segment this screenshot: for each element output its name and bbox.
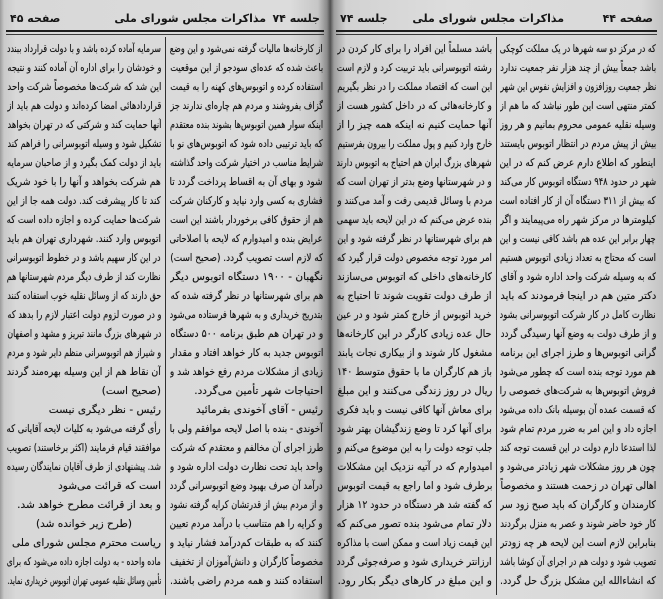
text-line-content: نظارت کامل در کار شرکت اتوبوسرانی بشود <box>500 309 656 321</box>
text-line <box>337 382 492 401</box>
text-line-content: شهرهای بزرگ ایران هم احتیاج به اتوبوس دارند <box>337 157 492 169</box>
text-line <box>500 306 656 325</box>
text-line <box>7 211 161 230</box>
text-line-content: رئیس - آقای آخوندی بفرمائید <box>196 404 323 416</box>
text-line <box>500 135 656 154</box>
text-line <box>7 97 161 116</box>
text-line <box>7 173 161 192</box>
text-line-content: هم برای شهرستانها در نظر گرفته شود و این <box>337 233 492 245</box>
text-line <box>500 249 656 268</box>
text-line-content: و از مردم بیش از قدرتشان کرایه گرفته نشود <box>170 499 323 511</box>
text-line-content: گزاف بفروشند و مردم هم چاره‌ای ندارند جز <box>170 100 323 112</box>
text-line-content: لذا استدعا دارم دولت در این قسمت توجه کند <box>500 442 656 454</box>
session-number: جلسه ۷۴ <box>340 12 388 25</box>
text-line <box>7 572 161 591</box>
text-line <box>170 382 323 401</box>
text-line <box>170 344 323 363</box>
text-line-content: که انشاءالله این مشکل بزرگ حل گردد. <box>500 575 656 587</box>
text-line <box>170 135 323 154</box>
text-line <box>500 553 656 572</box>
text-line <box>170 534 323 553</box>
text-column <box>337 40 492 595</box>
text-line-content: باشد جمعاً بیش از چند هزار نفر جمعیت ندارد <box>500 62 656 74</box>
text-line <box>170 249 323 268</box>
text-line-content: درآمد آن صرف بهبود وضع اتوبوسرانی گردد <box>170 480 323 492</box>
text-line-content: کنند که به طبقات کم‌درآمد فشار نیاید و <box>170 537 323 549</box>
text-line <box>170 192 323 211</box>
text-line <box>337 192 492 211</box>
text-line <box>337 344 492 363</box>
text-line-content: بتدریج خریداری و به شهرها فرستاده می‌شود <box>170 309 323 321</box>
text-line-content: و در صورت لزوم دولت اعتبار لازم را بدهد که <box>7 309 161 321</box>
text-line-content: و در تهران هم طبق برنامه ۵۰۰ دستگاه <box>170 328 323 340</box>
text-line <box>500 154 656 173</box>
text-line <box>170 363 323 382</box>
text-line <box>500 173 656 192</box>
text-line-content: رشته اتوبوسرانی باید تربیت کرد و لازم است <box>337 62 492 74</box>
text-line-content: برای آنها کرد تا وضع زندگیشان بهتر شود <box>337 423 492 435</box>
text-line <box>500 59 656 78</box>
column-divider <box>496 37 497 595</box>
text-line <box>7 553 161 572</box>
text-line-content: که لازم است تصویب گردد. (صحیح است) <box>170 252 323 264</box>
text-line <box>170 40 323 59</box>
text-line-content: که گفته شد هر دستگاه در حدود ۱۲ هزار <box>337 499 492 511</box>
text-line <box>7 344 161 363</box>
text-line-content: تأمین وسائل نقلیه عمومی تهران اتوبوس خریداری نماید. <box>7 575 161 587</box>
text-line-content: باشد مسلماً این افراد را برای کار کردن در <box>337 43 492 55</box>
text-line-content: و در شهرستانها وضع بدتر از تهران است که <box>337 176 492 188</box>
text-line-content: شرکت‌ها حمایت کرده و اجازه داده است که <box>7 214 161 226</box>
text-line-content: که در مرکز دو سه شهرها در یک مملکت کوچکی <box>500 43 656 55</box>
text-line-content: کارمندان و کارگران که باید صبح زود سر <box>500 499 656 511</box>
text-line <box>500 534 656 553</box>
text-line <box>337 572 492 591</box>
text-line-content: طرز اجرای آن مخالفم و معتقدم که شرکت <box>170 442 323 454</box>
text-line-content: کار خود حاضر شوند و عصر به منزل برگردند <box>500 518 656 530</box>
text-line <box>337 325 492 344</box>
text-line-content: است که محتاج به تعداد زیادی اتوبوس هستیم <box>500 252 656 264</box>
text-column <box>7 40 161 595</box>
text-line-content: هم از حقوق کافی برخوردار باشند این است <box>170 214 323 226</box>
text-line <box>337 230 492 249</box>
text-line-content: این شد که شرکت‌ها مخصوصاً شرکت واحد <box>7 81 161 93</box>
text-line <box>7 154 161 173</box>
text-line <box>337 439 492 458</box>
text-line <box>337 97 492 116</box>
text-line-content: عرایض بنده و امیدوارم که لایحه با اصلاحاتی <box>170 233 323 245</box>
text-line <box>7 382 161 401</box>
text-line <box>170 496 323 515</box>
text-line <box>170 116 323 135</box>
text-line <box>170 477 323 496</box>
text-line-content: و بعد از قرائت مطرح خواهد شد. <box>17 499 161 511</box>
text-line-content: (طرح زیر خوانده شد) <box>36 518 132 530</box>
text-line-content: آن نقاط هم از این وسیله بهره‌مند گردند <box>7 366 161 378</box>
text-line-content: امر مورد توجه مخصوص دولت قرار گیرد که <box>337 252 492 264</box>
text-line <box>170 420 323 439</box>
text-line-content: نگهبان - ۱۹۰۰ دستگاه اتوبوس دیگر <box>170 271 323 283</box>
text-line <box>500 40 656 59</box>
text-line-content: برای معاش آنها کافی نیست و باید فکری <box>337 404 492 416</box>
text-line <box>170 572 323 591</box>
text-line <box>170 268 323 287</box>
text-line <box>500 211 656 230</box>
text-line <box>7 496 161 515</box>
text-line-content: ارزانتر خریداری شود و صرفه‌جوئی گردد <box>337 556 492 568</box>
text-line-content: تصویب شود و دولت هم در اجرای آن کوشا باشد <box>500 556 656 568</box>
text-line <box>170 287 323 306</box>
page-header <box>6 8 324 32</box>
text-line <box>337 477 492 496</box>
text-line-content: قراردادهائی امضا کرده‌اند و دولت هم باید از <box>7 100 161 112</box>
text-line-content: شد. پیشنهادی از طرف آقایان نمایندگان رسیده <box>7 461 161 473</box>
column-divider <box>165 37 166 595</box>
text-line-content: از کارخانه‌ها مالیات گرفته نمی‌شود و این وضع <box>170 43 323 55</box>
text-line <box>7 116 161 135</box>
text-line <box>7 40 161 59</box>
text-line <box>170 306 323 325</box>
text-line <box>7 135 161 154</box>
text-line <box>337 135 492 154</box>
text-line-content: باید از دولت کمک بگیرد و از صاحبان سرمایه <box>7 157 161 169</box>
text-line-content: آنها حمایت کنیم نه اینکه همه چیز را از <box>337 119 492 131</box>
text-line <box>7 458 161 477</box>
text-line <box>337 287 492 306</box>
text-line-content: وسیله نقلیه عمومی محروم بمانیم و هر روز <box>500 119 656 131</box>
text-line <box>7 515 161 534</box>
text-line-content: و خودشان را برای اداره آن آماده کنند و نتیجه <box>7 62 161 74</box>
text-line <box>500 268 656 287</box>
text-line <box>500 192 656 211</box>
text-line <box>337 420 492 439</box>
text-line-content: رأی گرفته می‌شود به کلیات لایحه آقایانی که <box>7 423 161 435</box>
text-line <box>337 59 492 78</box>
text-line-content: اینطور که اطلاع دارم عرض کنم که در این <box>500 157 656 169</box>
running-title: مذاکرات مجلس شورای ملی <box>412 12 564 25</box>
text-line-content: مشغول کار شوند و از بیکاری نجات یابند <box>337 347 492 359</box>
text-line <box>170 59 323 78</box>
text-column <box>500 40 656 595</box>
text-line <box>500 78 656 97</box>
text-line <box>170 230 323 249</box>
text-line-content: امیدوارم که در آتیه نزدیک این مشکلات <box>337 461 492 473</box>
text-line-content: کمتر منتهی است این طور نباشد که ما هم از <box>500 100 656 112</box>
text-line <box>7 306 161 325</box>
text-line <box>7 78 161 97</box>
text-line-content: و این مبلغ در کارهای دیگر بکار رود. <box>337 575 492 587</box>
text-line <box>337 154 492 173</box>
text-line-content: شود و بهای آن به اقساط پرداخت گردد تا <box>170 176 323 188</box>
text-line <box>7 230 161 249</box>
text-line <box>337 211 492 230</box>
text-line-content: هم مورد توجه بنده است که چطور می‌شود <box>500 366 656 378</box>
text-line-content: حال عده زیادی کارگر در این کارخانه‌ها <box>337 328 492 340</box>
text-line <box>500 401 656 420</box>
text-line <box>500 116 656 135</box>
text-line-content: که قسمت عمده آن بوسیله بانک داده می‌شود <box>500 404 656 416</box>
text-line <box>500 230 656 249</box>
text-line <box>337 363 492 382</box>
text-line <box>337 116 492 135</box>
text-line-content: برطرف شود و اما راجع به قیمت اتوبوس <box>337 480 492 492</box>
text-line <box>500 439 656 458</box>
text-line <box>170 515 323 534</box>
text-line <box>337 515 492 534</box>
text-line-content: ریال در روز زندگی می‌کنند و این مبلغ <box>337 385 492 397</box>
text-line <box>337 78 492 97</box>
text-line <box>7 249 161 268</box>
text-line-content: واحد باید تحت نظارت دولت اداره شود و <box>170 461 323 473</box>
text-line-content: دکتر متین هم در اینجا فرمودند که باید <box>500 290 656 302</box>
text-line <box>7 268 161 287</box>
text-line-content: این قیمت زیاد است و ممکن است با مذاکره <box>337 537 492 549</box>
text-line-content: حق دارند که از وسائل نقلیه خوب استفاده کنند <box>7 290 161 302</box>
text-line <box>500 572 656 591</box>
text-line-content: و کارخانه‌هائی که در داخل کشور هست از <box>337 100 492 112</box>
text-line <box>170 553 323 572</box>
text-line <box>337 458 492 477</box>
text-line-content: کند تا کار پیشرفت کند. دولت همه جا از این <box>7 195 161 207</box>
text-line <box>170 439 323 458</box>
text-line <box>170 325 323 344</box>
text-line <box>500 97 656 116</box>
text-line <box>500 515 656 534</box>
text-line-content: کیلومترها در مرکز شهر راه می‌پیمایند و اگر <box>500 214 656 226</box>
text-line <box>337 306 492 325</box>
text-line <box>7 534 161 553</box>
text-line-content: احتیاجات شهر تأمین می‌گردد. <box>194 385 323 397</box>
text-line-content: آخوندی - بنده با اصل لایحه موافقم ولی با <box>170 423 323 435</box>
text-line <box>170 97 323 116</box>
text-line <box>7 287 161 306</box>
text-line <box>337 249 492 268</box>
text-line-content: خارج وارد کنیم و پول مملکت را بیرون بفرستیم <box>337 138 492 150</box>
text-line-content: استفاده کنند و همه مردم راضی باشند. <box>170 575 323 587</box>
text-line-content: زیادی از مشکلات مردم رفع خواهد شد و <box>170 366 323 378</box>
text-line <box>500 477 656 496</box>
text-line-content: شرایط مناسب در اختیار شرکت واحد گذاشته <box>170 157 323 169</box>
text-column <box>170 40 323 595</box>
text-line <box>337 496 492 515</box>
text-line-content: گرانی اتوبوس‌ها و طرز اجرای این برنامه <box>500 347 656 359</box>
text-line-content: در شهرهای بزرگ مانند تبریز و مشهد و اصفهان <box>7 328 161 340</box>
text-line <box>337 40 492 59</box>
text-line <box>7 401 161 420</box>
text-line-content: اهالی تهران در زحمت هستند و مخصوصاً <box>500 480 656 492</box>
text-line <box>170 154 323 173</box>
text-line <box>170 401 323 420</box>
text-line-content: ریاست محترم مجلس شورای ملی <box>11 537 161 549</box>
text-line <box>500 363 656 382</box>
text-line-content: رئیس - نظر دیگری نیست <box>48 404 161 416</box>
text-line-content: هم شرکت بخواهد و آنها را با خود شریک <box>7 176 161 188</box>
text-line <box>500 325 656 344</box>
text-line-content: که به وسیله شرکت واحد اداره شود و آقای <box>500 271 656 283</box>
text-line <box>500 382 656 401</box>
page-right <box>330 0 663 599</box>
text-line-content: و از طرف دولت به وضع آنها رسیدگی گردد <box>500 328 656 340</box>
text-line-content: باز هم کارگران ما با حقوق متوسط ۱۴۰ <box>337 366 492 378</box>
text-line <box>170 211 323 230</box>
text-line <box>7 325 161 344</box>
text-line-content: این است که اقتصاد مملکت را در نظر بگیریم <box>337 81 492 93</box>
text-line <box>170 78 323 97</box>
text-line-content: که بیش از ۳۱۱ دستگاه آن از کار افتاده است <box>500 195 656 207</box>
text-line-content: بنابراین لازم است این لایحه هر چه زودتر <box>500 537 656 549</box>
text-line-content: باعث شده که عده‌ای سودجو از این موقعیت <box>170 62 323 74</box>
text-line-content: بیش از پیش مردم در انتظار اتوبوس بایستند <box>500 138 656 150</box>
text-line <box>7 477 161 496</box>
text-line-content: از طرف دولت تقویت شوند تا احتیاج به <box>337 290 492 302</box>
session-number: جلسه ۷۴ <box>272 12 320 25</box>
text-line-content: ماده واحده - به دولت اجازه داده می‌شود که برای <box>7 556 161 568</box>
text-line <box>337 401 492 420</box>
text-line-content: (صحیح است) <box>101 385 161 397</box>
text-line-content: کارخانه‌های داخلی که اتوبوس می‌سازند <box>337 271 492 283</box>
text-line-content: اجازه داد و این امر به ضرر مردم تمام شود <box>500 423 656 435</box>
text-line-content: اتوبوس وارد کنند. شهرداری تهران هم باید <box>7 233 161 245</box>
text-line <box>337 534 492 553</box>
text-line-content: که باید ترتیبی داده شود که اتوبوس‌های نو با <box>170 138 323 150</box>
text-line-content: مخصوصاً کارگران و دانش‌آموزان از تخفیف <box>170 556 323 568</box>
text-line <box>170 458 323 477</box>
text-line-content: استفاده کرده و اتوبوس‌های کهنه را به قیمت <box>170 81 323 93</box>
text-line <box>7 192 161 211</box>
text-line-content: در این کار سهیم باشد و در خطوط اتوبوسرانی <box>7 252 161 264</box>
text-line-content: شهر در حدود ۹۴۸ دستگاه اتوبوس کار می‌کند <box>500 176 656 188</box>
text-line <box>7 420 161 439</box>
text-line <box>500 458 656 477</box>
text-line-content: فشاری به کسی وارد نیاید و کارکنان شرکت <box>170 195 323 207</box>
text-line <box>337 268 492 287</box>
text-line-content: چهار برابر این عده هم باشد کافی نیست و این <box>500 233 656 245</box>
text-line-content: آنها حمایت کند و شرکتی که در تهران بخواهد <box>7 119 161 131</box>
text-line-content: نظر جمعیت روزافزون و افزایش نفوس این شهر <box>500 81 656 93</box>
running-title: مذاکرات مجلس شورای ملی <box>114 12 266 25</box>
text-line-content: فروش اتوبوس‌ها به شرکت‌های خصوصی را <box>500 385 656 397</box>
text-line-content: خرید اتوبوس از خارج کمتر شود و در عین <box>337 309 492 321</box>
text-line-content: و شیراز هم اتوبوسرانی منظم دایر شود و مردم <box>7 347 161 359</box>
page-number: صفحه ۴۴ <box>602 12 653 25</box>
page-header <box>336 8 657 32</box>
text-line <box>337 553 492 572</box>
text-line-content: هم برای شهرستانها در نظر گرفته شده که <box>170 290 323 302</box>
text-line <box>7 439 161 458</box>
text-line <box>337 173 492 192</box>
text-line-content: نظارت کند از طرف دیگر مردم شهرستانها هم <box>7 271 161 283</box>
text-line-content: تشکیل شود و وسیله اتوبوسرانی را فراهم کند <box>7 138 161 150</box>
text-line-content: موافقند قیام فرمایند (اکثر برخاستند) تصویب <box>7 442 161 454</box>
page-left <box>0 0 330 599</box>
text-line <box>500 420 656 439</box>
text-line-content: چون هر روز مشکلات شهر زیادتر می‌شود و <box>500 461 656 473</box>
text-line-content: و کرایه را هم متناسب با درآمد مردم تعیین <box>170 518 323 530</box>
text-line <box>500 496 656 515</box>
page-number: صفحه ۴۵ <box>10 12 61 25</box>
text-line <box>170 173 323 192</box>
text-line-content: بنده عرض می‌کنم که در این لایحه باید سهمی <box>337 214 492 226</box>
text-line <box>500 344 656 363</box>
text-line-content: جلب توجه دولت را به این موضوع می‌کنم و <box>337 442 492 454</box>
text-line <box>500 287 656 306</box>
text-line-content: اینکه سوار همین اتوبوس‌ها بشوند بنده معتقدم <box>170 119 323 131</box>
text-line-content: دلار تمام می‌شود بنده تصور می‌کنم که <box>337 518 492 530</box>
text-line-content: سرمایه آماده کرده باشد و با دولت قرارداد ببندد <box>7 43 161 55</box>
text-line-content: است که قرائت می‌شود <box>58 480 161 492</box>
text-line-content: اتوبوس جدید به کار خواهد افتاد و مقدار <box>170 347 323 359</box>
text-line <box>7 363 161 382</box>
text-line-content: مردم با وسائل قدیمی رفت و آمد می‌کنند و <box>337 195 492 207</box>
text-line <box>7 59 161 78</box>
